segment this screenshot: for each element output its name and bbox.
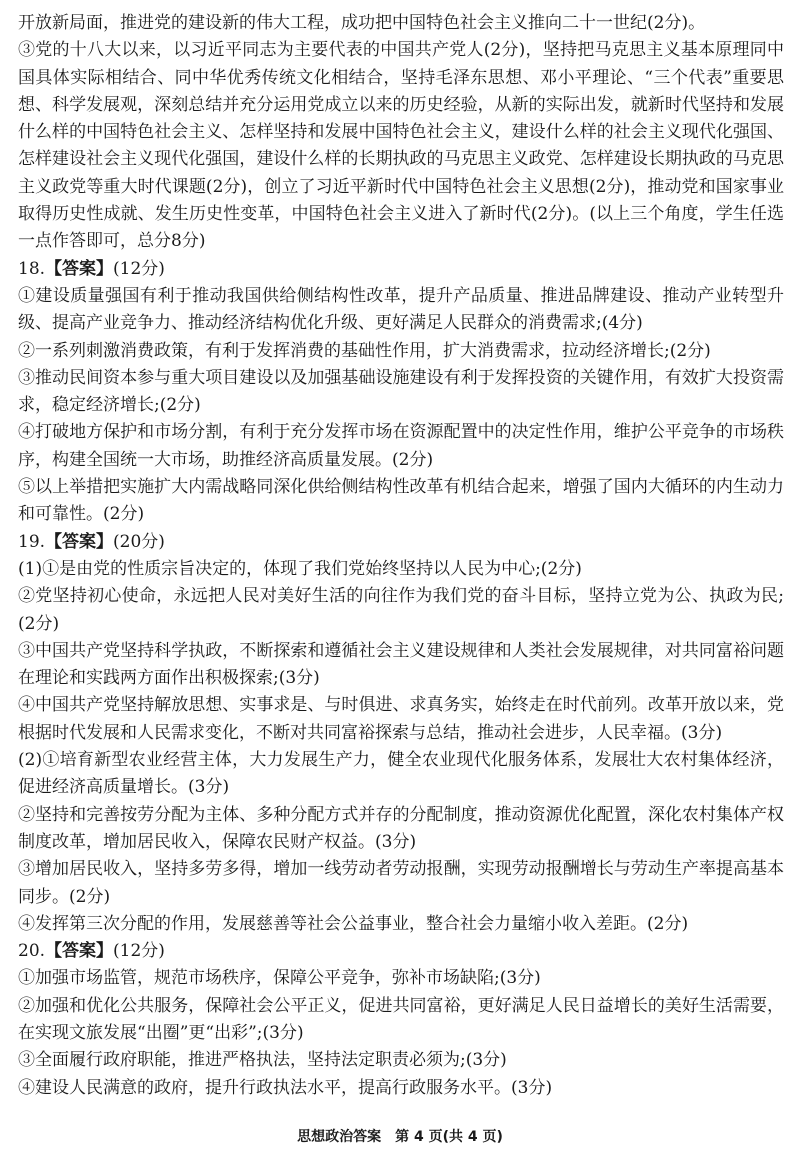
answer-item: ④中国共产党坚持解放思想、实事求是、与时俱进、求真务实，始终走在时代前列。改革开放以来，党根据时代发展和人民需求变化，不断对共同富裕探索与总结，推动社会进步，人民幸福。(3分) <box>18 695 784 743</box>
question-number: 18. <box>18 258 46 279</box>
answer-item: ④发挥第三次分配的作用，发展慈善等社会公益事业，整合社会力量缩小收入差距。(2分) <box>18 913 689 934</box>
answer-item: (1)①是由党的性质宗旨决定的，体现了我们党始终坚持以人民为中心;(2分) <box>18 558 582 579</box>
continued-paragraph: 开放新局面，推进党的建设新的伟大工程，成功把中国特色社会主义推向二十一世纪(2分)。 <box>18 13 706 33</box>
question-score: (12分) <box>113 258 165 279</box>
question-score: (12分) <box>113 941 165 962</box>
question-20-header <box>18 938 784 965</box>
question-19 <box>18 529 784 938</box>
answer-item: ③推动民间资本参与重大项目建设以及加强基础设施建设有利于发挥投资的关键作用，有效扩大投资需求，稳定经济增长;(2分) <box>18 367 784 416</box>
answer-item: ③全面履行政府职能，推进严格执法，坚持法定职责必须为;(3分) <box>18 1050 507 1071</box>
answer-item: ④打破地方保护和市场分割，有利于充分发挥市场在资源配置中的决定性作用，维护公平竞争的市场秩序，构建全国统一大市场，助推经济高质量发展。(2分) <box>18 422 784 470</box>
point-3-paragraph: ③党的十八大以来，以习近平同志为主要代表的中国共产党人(2分)，坚持把马克思主义基本原理同中国具体实际相结合、同中华优秀传统文化相结合，坚持毛泽东思想、邓小平理论、“三个代表”重要思想、科学发展观，深刻总结并充分运用党成立以来的历史经验，从新的实际出发，就新时代坚持和发展什么样的中国特色社会主义、怎样坚持和发展中国特色社会主义，建设什么样的社会主义现代化强国、怎样建设社会主义现代化强国，建设什么样的长期执政的马克思主义政党、怎样建设长期执政的马克思主义政党等重大时代课题(2分)，创立了习近平新时代中国特色社会主义思想(2分)，推动党和国家事业取得历史性成就、发生历史性变革，中国特色社会主义进入了新时代(2分)。(以上三个角度，学生任选一点作答即可，总分8分) <box>18 40 784 252</box>
answer-item: (2)①培育新型农业经营主体，大力发展生产力，健全农业现代化服务体系，发展壮大农村集体经济，促进经济高质量增长。(3分) <box>18 750 784 798</box>
question-19-header <box>18 529 784 556</box>
answer-label: 【答案】 <box>45 531 114 552</box>
answer-item: ⑤以上举措把实施扩大内需战略同深化供给侧结构性改革有机结合起来，增强了国内大循环的内生动力和可靠性。(2分) <box>18 477 784 525</box>
question-18 <box>18 256 784 529</box>
page-footer: 思想政治答案 第 4 页(共 4 页) <box>297 1129 503 1145</box>
question-number: 20. <box>18 941 46 962</box>
answer-item: ①建设质量强国有利于推动我国供给侧结构性改革，提升产品质量、推进品牌建设、推动产业转型升级、提高产业竞争力、推动经济结构优化升级、更好满足人民群众的消费需求;(4分) <box>18 285 784 334</box>
answer-item: ②坚持和完善按劳分配为主体、多种分配方式并存的分配制度，推动资源优化配置，深化农村集体产权制度改革，增加居民收入，保障农民财产权益。(3分) <box>18 804 784 852</box>
answer-item: ②党坚持初心使命，永远把人民对美好生活的向往作为我们党的奋斗目标，坚持立党为公、执政为民;(2分) <box>18 586 784 634</box>
answer-label: 【答案】 <box>45 941 114 962</box>
answer-item: ②一系列刺激消费政策，有利于发挥消费的基础性作用，扩大消费需求，拉动经济增长;(2分) <box>18 340 711 361</box>
question-20 <box>18 938 784 1102</box>
question-score: (20分) <box>113 531 165 552</box>
answer-item: ②加强和优化公共服务，保障社会公平正义，促进共同富裕，更好满足人民日益增长的美好生活需要，在实现文旅发展“出圈”更“出彩”;(3分) <box>18 995 784 1043</box>
answer-item: ③中国共产党坚持科学执政，不断探索和遵循社会主义建设规律和人类社会发展规律，对共同富裕问题在理论和实践两方面作出积极探索;(3分) <box>18 640 784 689</box>
question-18-header <box>18 256 784 283</box>
answer-item: ①加强市场监管，规范市场秩序，保障公平竞争，弥补市场缺陷;(3分) <box>18 968 541 989</box>
question-number: 19. <box>18 531 46 552</box>
answer-item: ④建设人民满意的政府，提升行政执法水平，提高行政服务水平。(3分) <box>18 1077 553 1098</box>
answer-item: ③增加居民收入，坚持多劳多得，增加一线劳动者劳动报酬，实现劳动报酬增长与劳动生产率提高基本同步。(2分) <box>18 859 784 907</box>
answer-label: 【答案】 <box>45 258 114 279</box>
